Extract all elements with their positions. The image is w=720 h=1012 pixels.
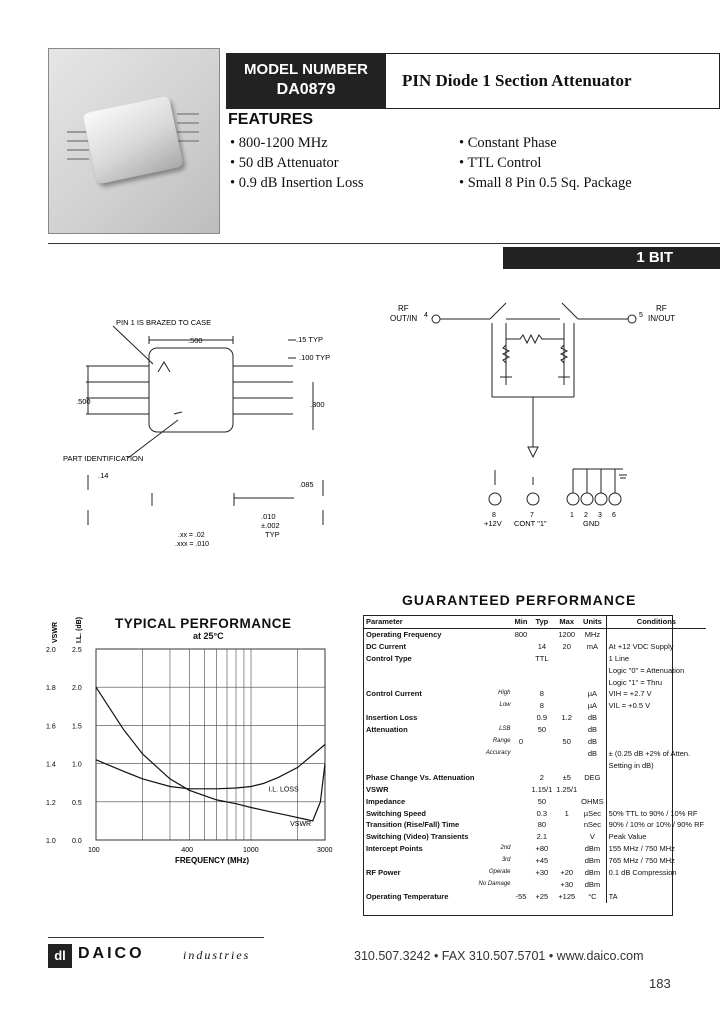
typical-performance-chart	[40, 605, 340, 870]
spec-cell	[579, 665, 606, 677]
spec-cell	[477, 760, 513, 772]
pin-1: 1	[570, 512, 574, 519]
vswr-tick-label: 1.4	[46, 761, 56, 769]
vswr-tick-label: 1.8	[46, 685, 56, 693]
pin-2: 2	[584, 512, 588, 519]
feature-item: • 50 dB Attenuator	[230, 155, 339, 171]
spec-row	[364, 867, 706, 879]
spec-cell: +20	[560, 868, 574, 878]
spec-header-cell: Max	[554, 616, 579, 628]
il-loss-line	[96, 745, 325, 789]
feature-item: • Constant Phase	[459, 135, 557, 151]
spec-cell	[606, 784, 706, 796]
spec-cell: 8	[539, 701, 544, 711]
spec-cell: Peak Value	[606, 831, 706, 843]
spec-cell: TA	[606, 891, 706, 903]
spec-cell: 14	[537, 641, 547, 651]
spec-cell	[477, 819, 513, 831]
spec-cell: 0	[518, 737, 524, 747]
spec-cell	[477, 784, 513, 796]
spec-cell	[606, 712, 706, 724]
spec-cell: 0.1 dB Compression	[606, 867, 706, 879]
rf-left-sub: OUT/IN	[390, 314, 418, 323]
spec-cell	[606, 772, 706, 784]
bit-badge: 1 BIT	[503, 247, 720, 269]
spec-cell	[513, 784, 530, 796]
dim-500-top: .500	[188, 336, 203, 345]
spec-cell: Logic "1" = Thru	[606, 677, 706, 689]
spec-row	[364, 653, 706, 665]
dim-100-typ: .100 TYP	[299, 353, 331, 362]
spec-cell: 2.1	[536, 832, 548, 842]
spec-cell: 8	[539, 689, 544, 699]
company-industries: industries	[183, 948, 251, 962]
spec-cell	[513, 819, 530, 831]
spec-cell: Control Type	[366, 653, 412, 663]
typical-subtitle: at 25°C	[193, 631, 224, 641]
pin-8: 8	[492, 512, 496, 519]
tolerance-xxx: .xxx = .010	[175, 541, 210, 548]
x-tick-label: 3000	[317, 847, 333, 854]
feature-item: • 0.9 dB Insertion Loss	[230, 175, 364, 191]
spec-cell: Setting in dB)	[606, 760, 706, 772]
model-number: DA0879	[276, 81, 336, 98]
il-tick-label: 1.5	[72, 723, 82, 731]
schematic-diagram	[380, 295, 720, 535]
spec-cell	[513, 653, 530, 665]
x-tick-label: 100	[88, 847, 100, 854]
x-tick-label: 1000	[243, 847, 259, 854]
spec-cell	[554, 724, 579, 736]
spec-cell	[554, 748, 579, 760]
x-tick-label: 400	[181, 847, 194, 854]
spec-cell	[364, 879, 477, 891]
spec-row	[364, 855, 706, 867]
spec-cell	[364, 855, 477, 867]
il-tick-label: 1.0	[72, 761, 82, 769]
spec-cell: 50	[537, 796, 547, 806]
spec-cell	[513, 867, 530, 879]
label-12v: +12V	[484, 519, 502, 528]
spec-cell	[513, 808, 530, 820]
spec-cell: 1	[564, 808, 569, 818]
spec-cell: 765 MHz / 750 MHz	[606, 855, 706, 867]
spec-row	[364, 819, 706, 831]
spec-cell	[513, 700, 530, 712]
spec-row	[364, 665, 706, 677]
vswr-axis-label: VSWR	[52, 622, 59, 643]
spec-cell	[364, 748, 477, 760]
spec-header-cell: Typ	[529, 616, 554, 628]
product-title: PIN Diode 1 Section Attenuator	[386, 53, 720, 109]
spec-cell: +25	[535, 891, 549, 901]
spec-cell: 800	[514, 629, 528, 639]
vswr-tick-label: 1.2	[46, 799, 56, 807]
spec-cell	[529, 748, 554, 760]
spec-cell: 50	[562, 737, 571, 747]
spec-cell: 20	[562, 641, 571, 651]
spec-cell	[606, 796, 706, 808]
spec-row	[364, 748, 706, 760]
il-axis-label: I.L. (dB)	[76, 616, 83, 643]
attenuator-package-image	[82, 96, 183, 185]
spec-cell	[477, 712, 513, 724]
spec-cell: 1 Line	[606, 653, 706, 665]
spec-cell	[606, 724, 706, 736]
spec-cell: 3rd	[501, 857, 511, 864]
spec-cell: °C	[588, 891, 597, 901]
spec-cell	[529, 760, 554, 772]
spec-table	[364, 616, 706, 903]
company-logo-mark: dl	[48, 944, 72, 968]
spec-cell: µA	[587, 701, 598, 711]
spec-cell	[554, 677, 579, 689]
spec-cell: LSB	[499, 726, 511, 733]
spec-cell: 0.9	[536, 713, 548, 723]
feature-item: • 800-1200 MHz	[230, 135, 328, 151]
spec-cell	[513, 724, 530, 736]
spec-cell	[554, 700, 579, 712]
il-tick-label: 0.0	[72, 838, 82, 845]
spec-row	[364, 736, 706, 748]
part-id-note: PART IDENTIFICATION	[63, 454, 144, 463]
spec-cell: No Damage	[478, 880, 511, 887]
spec-row	[364, 843, 706, 855]
spec-cell: Intercept Points	[366, 844, 423, 854]
spec-row	[364, 724, 706, 736]
spec-cell: 50	[537, 725, 547, 735]
dim-typ: TYP	[265, 530, 280, 539]
spec-cell: mA	[586, 641, 599, 651]
il-tick-label: 2.5	[72, 647, 82, 654]
spec-cell: 155 MHz / 750 MHz	[606, 843, 706, 855]
rf-right-label: RF	[656, 304, 667, 313]
spec-cell	[606, 879, 706, 891]
spec-cell	[477, 641, 513, 653]
spec-cell	[529, 879, 554, 891]
spec-header-cell: Units	[579, 616, 606, 628]
spec-cell	[554, 855, 579, 867]
dim-500-left: .500	[76, 397, 91, 406]
section-divider	[48, 243, 720, 244]
spec-cell: TTL	[535, 653, 549, 663]
spec-cell	[513, 796, 530, 808]
spec-cell: DC Current	[366, 641, 407, 651]
spec-cell: Operating Temperature	[366, 891, 449, 901]
spec-cell	[513, 665, 530, 677]
spec-cell: DEG	[584, 772, 601, 782]
spec-cell: µSec	[583, 808, 602, 818]
features-right-list	[459, 133, 632, 193]
product-photo	[48, 48, 220, 234]
spec-cell	[364, 677, 477, 689]
pin1-note: PIN 1 IS BRAZED TO CASE	[116, 318, 212, 327]
spec-cell	[513, 641, 530, 653]
features-left-list	[230, 133, 364, 193]
il-tick-label: 2.0	[72, 685, 82, 693]
spec-cell	[477, 808, 513, 820]
spec-cell	[554, 760, 579, 772]
spec-cell	[554, 831, 579, 843]
spec-cell: -55	[515, 891, 527, 901]
spec-row	[364, 772, 706, 784]
dim-15-typ: .15 TYP	[296, 335, 323, 344]
spec-header-cell: Parameter	[364, 616, 477, 628]
spec-cell: 90% / 10% or 10% / 90% RF	[606, 819, 706, 831]
spec-cell	[477, 831, 513, 843]
spec-cell: Switching Speed	[366, 808, 427, 818]
spec-cell: ± (0.25 dB +2% of Atten.	[606, 748, 706, 760]
spec-header-cell	[477, 616, 513, 628]
spec-cell: 1.2	[561, 713, 572, 723]
spec-cell	[477, 891, 513, 903]
pin-4: 4	[424, 312, 428, 319]
page-number: 183	[649, 976, 671, 991]
footer-rule	[48, 937, 264, 938]
spec-cell	[579, 653, 606, 665]
vswr-tick-label: 1.0	[46, 838, 56, 845]
contact-info: 310.507.3242 • FAX 310.507.5701 • www.daico.com	[354, 949, 644, 963]
spec-cell	[513, 831, 530, 843]
spec-cell: 80	[537, 820, 547, 830]
model-label: MODEL NUMBER	[244, 61, 368, 78]
spec-row	[364, 831, 706, 843]
spec-cell	[513, 843, 530, 855]
label-gnd: GND	[583, 519, 600, 528]
vswr-tick-label: 1.6	[46, 723, 56, 731]
spec-cell	[529, 665, 554, 677]
rf-left-label: RF	[398, 304, 409, 313]
photo-pins-left	[67, 131, 89, 160]
spec-cell	[554, 688, 579, 700]
spec-cell	[579, 760, 606, 772]
spec-cell	[513, 677, 530, 689]
features-title: FEATURES	[228, 111, 314, 128]
spec-row	[364, 677, 706, 689]
spec-cell: Attenuation	[366, 725, 408, 735]
spec-cell: +30	[535, 868, 549, 878]
spec-cell: dB	[587, 748, 597, 758]
spec-cell	[554, 819, 579, 831]
spec-cell: µA	[587, 689, 598, 699]
spec-cell: dBm	[584, 844, 601, 854]
chart-frame	[96, 649, 325, 840]
dim-002: ±.002	[261, 521, 280, 530]
spec-cell: Switching (Video) Transients	[366, 832, 469, 842]
spec-cell: RF Power	[366, 868, 401, 878]
spec-cell: VIH = +2.7 V	[606, 688, 706, 700]
spec-cell: 50% TTL to 90% / 10% RF	[606, 808, 706, 820]
il-loss-label: I.L. LOSS	[268, 786, 299, 794]
spec-row	[364, 808, 706, 820]
package-outline	[149, 348, 233, 432]
spec-cell: +125	[558, 891, 576, 901]
spec-header-cell: Conditions	[606, 616, 706, 628]
spec-cell: Impedance	[366, 796, 406, 806]
pin-6: 6	[612, 512, 616, 519]
spec-cell: Accuracy	[485, 749, 511, 756]
spec-row	[364, 796, 706, 808]
spec-cell	[477, 772, 513, 784]
spec-cell: VSWR	[366, 784, 389, 794]
spec-cell: Control Current	[366, 689, 422, 699]
pin-5: 5	[639, 312, 643, 319]
spec-row	[364, 712, 706, 724]
spec-cell	[606, 628, 706, 640]
spec-cell: Operate	[488, 869, 511, 876]
spec-cell: Range	[492, 738, 511, 745]
vswr-line	[96, 687, 325, 821]
outline-drawing	[48, 300, 348, 560]
spec-cell: Logic "0" = Attenuation	[606, 665, 706, 677]
spec-header-cell: Min	[513, 616, 530, 628]
spec-cell	[513, 879, 530, 891]
spec-cell	[529, 736, 554, 748]
spec-cell: OHMS	[581, 796, 604, 806]
spec-cell: nSec	[583, 820, 601, 830]
spec-cell	[477, 653, 513, 665]
spec-cell	[554, 843, 579, 855]
dim-14: .14	[98, 471, 109, 480]
spec-cell: +80	[535, 844, 549, 854]
photo-pins-right	[177, 113, 199, 142]
dim-300: .300	[310, 400, 325, 409]
pin-7: 7	[530, 512, 534, 519]
il-tick-label: 0.5	[72, 799, 82, 807]
spec-cell: dBm	[584, 868, 601, 878]
feature-item: • TTL Control	[459, 155, 542, 171]
spec-row	[364, 628, 706, 640]
spec-row	[364, 760, 706, 772]
spec-cell: At +12 VDC Supply	[606, 641, 706, 653]
spec-row	[364, 688, 706, 700]
spec-cell: Transition (Rise/Fall) Time	[366, 820, 460, 830]
spec-cell: +30	[560, 879, 574, 889]
spec-cell	[513, 855, 530, 867]
spec-cell	[477, 796, 513, 808]
spec-cell	[554, 796, 579, 808]
spec-cell	[513, 688, 530, 700]
vswr-label: VSWR	[290, 820, 312, 828]
spec-cell: dB	[587, 725, 597, 735]
spec-cell: Phase Change Vs. Attenuation	[366, 772, 475, 782]
feature-item: • Small 8 Pin 0.5 Sq. Package	[459, 175, 632, 191]
spec-cell	[529, 677, 554, 689]
spec-cell: 1200	[558, 629, 576, 639]
spec-cell: MHz	[584, 629, 601, 639]
company-name: DAICO	[78, 945, 145, 962]
spec-cell: dBm	[584, 856, 601, 866]
spec-cell	[364, 665, 477, 677]
spec-cell: +45	[535, 856, 549, 866]
spec-row	[364, 784, 706, 796]
spec-cell	[364, 736, 477, 748]
vswr-tick-label: 2.0	[46, 647, 56, 654]
spec-cell	[529, 628, 554, 640]
spec-cell: Low	[499, 702, 511, 709]
spec-row	[364, 891, 706, 903]
spec-cell: 1.15/1	[531, 784, 553, 794]
spec-row	[364, 700, 706, 712]
spec-cell: 2	[539, 772, 544, 782]
label-cont: CONT "1"	[514, 519, 547, 528]
typical-title: TYPICAL PERFORMANCE	[115, 616, 292, 631]
spec-row	[364, 879, 706, 891]
pin-3: 3	[598, 512, 602, 519]
dim-085: .085	[299, 480, 314, 489]
model-number-box	[226, 53, 386, 109]
spec-cell: V	[589, 832, 595, 842]
spec-cell	[554, 665, 579, 677]
spec-cell	[477, 677, 513, 689]
spec-cell: dB	[587, 713, 597, 723]
spec-cell: 0.3	[536, 808, 548, 818]
spec-cell	[579, 784, 606, 796]
spec-cell: High	[498, 690, 511, 697]
spec-cell	[513, 772, 530, 784]
spec-cell	[513, 712, 530, 724]
spec-cell	[477, 665, 513, 677]
spec-cell	[554, 653, 579, 665]
spec-cell: ±5	[562, 772, 571, 782]
spec-cell	[364, 760, 477, 772]
tolerance-xx: .xx = .02	[178, 532, 205, 539]
spec-cell: 2nd	[500, 845, 511, 852]
spec-cell	[477, 628, 513, 640]
rf-right-sub: IN/OUT	[648, 314, 676, 323]
spec-cell	[364, 700, 477, 712]
spec-cell: dBm	[584, 879, 601, 889]
spec-cell: Operating Frequency	[366, 629, 442, 639]
spec-cell	[606, 736, 706, 748]
spec-cell	[513, 748, 530, 760]
spec-cell	[513, 760, 530, 772]
spec-cell: VIL = +0.5 V	[606, 700, 706, 712]
spec-row	[364, 641, 706, 653]
spec-cell: dB	[587, 737, 597, 747]
dim-010: .010	[261, 512, 276, 521]
spec-cell: Insertion Loss	[366, 713, 418, 723]
spec-cell	[579, 677, 606, 689]
spec-cell: 1.25/1	[556, 784, 578, 794]
guaranteed-title: GUARANTEED PERFORMANCE	[402, 592, 637, 608]
x-axis-label: FREQUENCY (MHz)	[175, 856, 250, 865]
